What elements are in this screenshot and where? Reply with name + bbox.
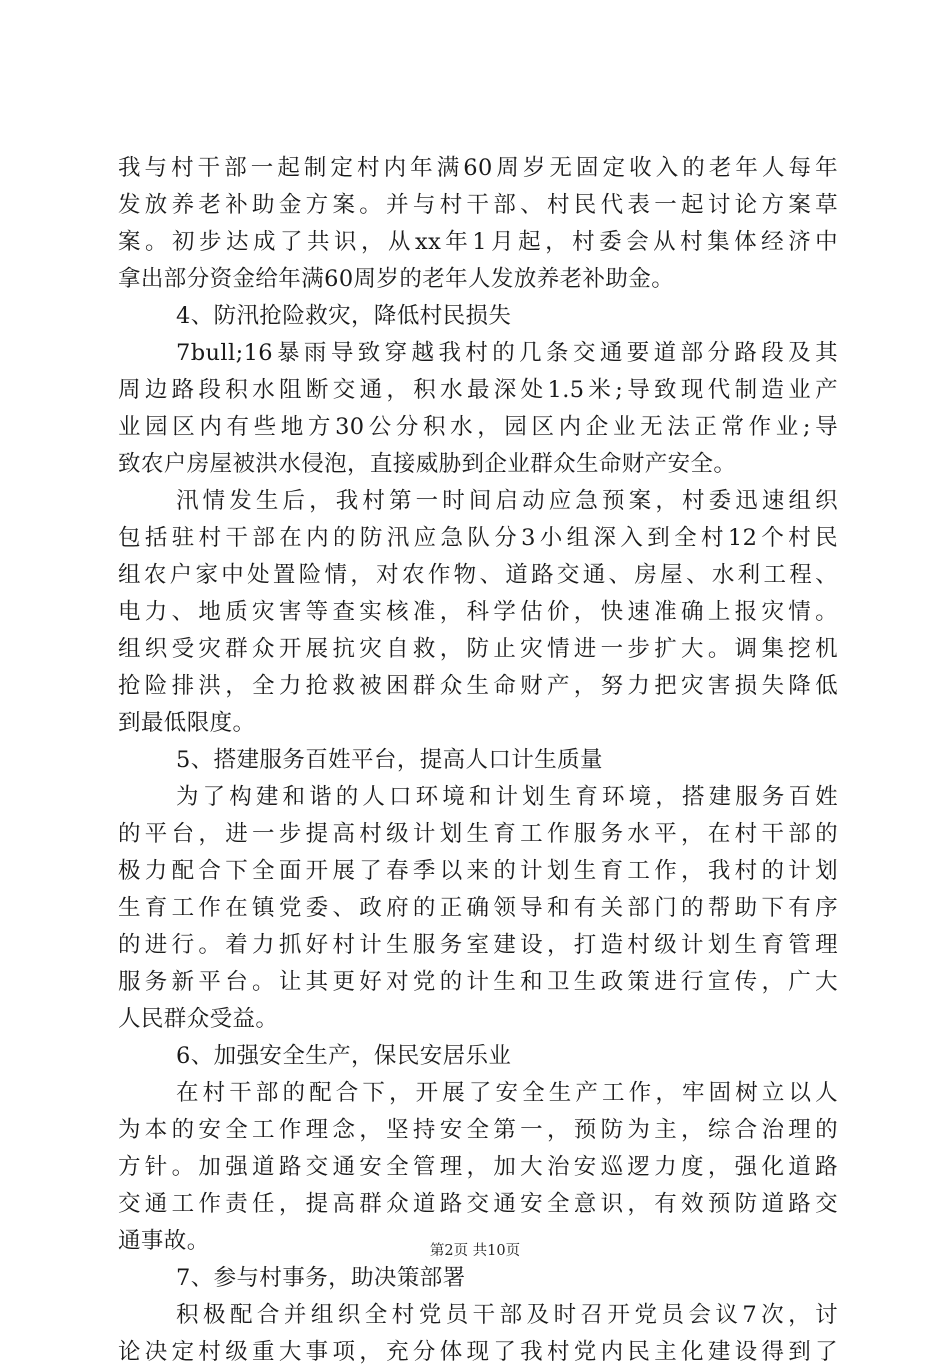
text-line: 组农户家中处置险情，对农作物、道路交通、房屋、水利工程、 [118,562,838,588]
text-line: 论决定村级重大事项，充分体现了我村党内民主化建设得到了 [118,1339,838,1365]
text-line: 7bull;16暴雨导致穿越我村的几条交通要道部分路段及其 [176,340,838,366]
text-line: 周边路段积水阻断交通，积水最深处1.5米;导致现代制造业产 [118,377,838,403]
page-footer: 第2页 共10页 [429,1243,521,1259]
text-line: 5、搭建服务百姓平台，提高人口计生质量 [176,747,603,773]
text-line: 发放养老补助金方案。并与村干部、村民代表一起讨论方案草 [118,192,838,218]
text-line: 通事故。 [118,1228,210,1254]
text-line: 电力、地质灾害等查实核准，科学估价，快速准确上报灾情。 [118,599,838,625]
text-line: 6、加强安全生产，保民安居乐业 [176,1043,512,1069]
text-line: 人民群众受益。 [118,1006,279,1032]
document-body [118,150,838,1371]
text-line: 包括驻村干部在内的防汛应急队分3小组深入到全村12个村民 [118,525,838,551]
text-line: 生育工作在镇党委、政府的正确领导和有关部门的帮助下有序 [118,895,838,921]
text-line: 的平台，进一步提高村级计划生育工作服务水平，在村干部的 [118,821,838,847]
text-line: 7、参与村事务，助决策部署 [176,1265,466,1291]
text-line: 为本的安全工作理念，坚持安全第一，预防为主，综合治理的 [118,1117,838,1143]
text-line: 的进行。着力抓好村计生服务室建设，打造村级计划生育管理 [118,932,838,958]
text-line: 业园区内有些地方30公分积水，园区内企业无法正常作业;导 [118,414,838,440]
text-line: 案。初步达成了共识，从xx年1月起，村委会从村集体经济中 [118,229,838,255]
text-line: 到最低限度。 [118,710,256,736]
text-line: 方针。加强道路交通安全管理，加大治安巡逻力度，强化道路 [118,1154,838,1180]
text-line: 拿出部分资金给年满60周岁的老年人发放养老补助金。 [118,266,675,292]
text-line: 4、防汛抢险救灾，降低村民损失 [176,303,512,329]
text-line: 交通工作责任，提高群众道路交通安全意识，有效预防道路交 [118,1191,838,1217]
text-line: 我与村干部一起制定村内年满60周岁无固定收入的老年人每年 [118,155,838,181]
text-line: 为了构建和谐的人口环境和计划生育环境，搭建服务百姓 [176,784,838,810]
text-line: 积极配合并组织全村党员干部及时召开党员会议7次，讨 [176,1302,838,1328]
text-line: 汛情发生后，我村第一时间启动应急预案，村委迅速组织 [176,488,838,514]
text-line: 组织受灾群众开展抗灾自救，防止灾情进一步扩大。调集挖机 [118,636,838,662]
text-line: 在村干部的配合下，开展了安全生产工作，牢固树立以人 [176,1080,838,1106]
text-line: 极力配合下全面开展了春季以来的计划生育工作，我村的计划 [118,858,838,884]
text-line: 抢险排洪，全力抢救被困群众生命财产，努力把灾害损失降低 [118,673,838,699]
text-line: 服务新平台。让其更好对党的计生和卫生政策进行宣传，广大 [118,969,838,995]
text-line: 致农户房屋被洪水侵泡，直接威胁到企业群众生命财产安全。 [118,451,737,477]
